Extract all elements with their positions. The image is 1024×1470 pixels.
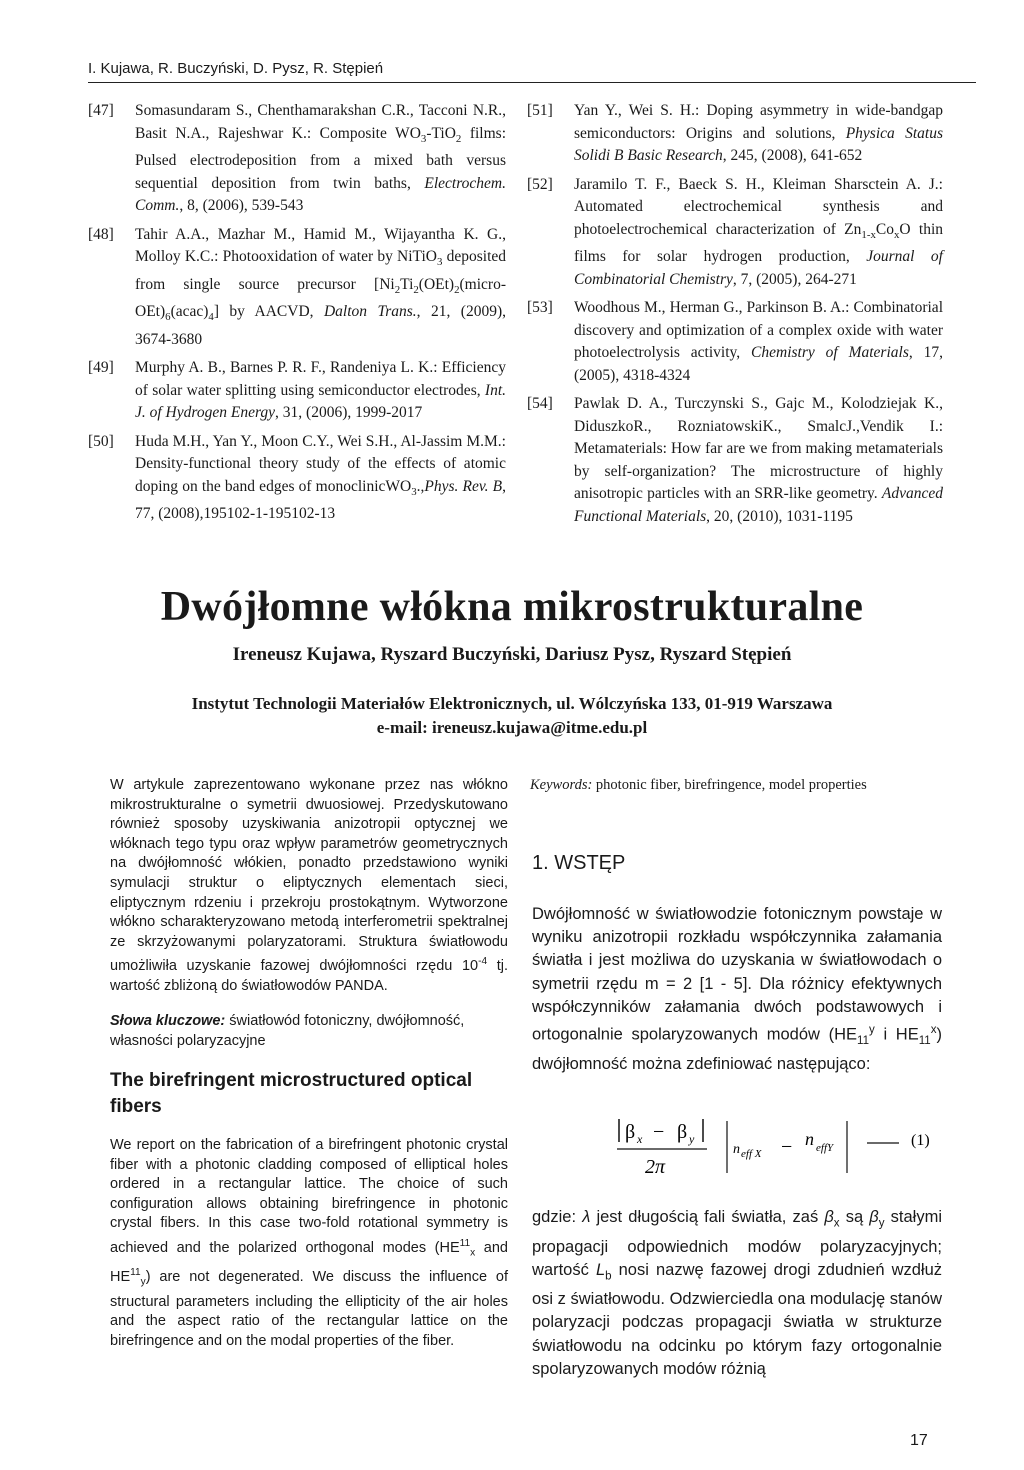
text-run: O thin films for solar hydrogen production, — [574, 220, 943, 266]
eq-sub-x: x — [637, 1132, 643, 1146]
text-run: 1-x — [861, 228, 876, 241]
text-run: Woodhous M., Herman G., Parkinson B. A.: Combinatorial discovery and optimization of a complex oxide with water photoelectrolysis activity, — [574, 299, 943, 362]
intro-paragraph-2 — [532, 1206, 942, 1381]
text-run: y — [869, 1024, 875, 1037]
text-run: β — [869, 1208, 879, 1226]
text-run: Physica Status Solidi B Basic Research — [574, 124, 944, 164]
reference-text — [135, 100, 506, 218]
text-run: 11 — [857, 1034, 869, 1047]
article-authors: Ireneusz Kujawa, Ryszard Buczyński, Dariusz Pysz, Ryszard Stępień — [232, 644, 792, 665]
eq-n1: n — [733, 1142, 740, 1157]
keywords-label: Keywords: — [530, 777, 593, 793]
text-run: ., — [416, 477, 425, 495]
text-run: λ — [582, 1208, 591, 1226]
text-run: 11 — [459, 1237, 471, 1249]
references-right-column — [527, 100, 943, 534]
text-run: 3 — [420, 132, 427, 145]
text-run: and HE — [110, 1239, 508, 1286]
text-run: ) dwójłomność można zdefiniować następująco: — [532, 1025, 942, 1074]
keywords-polish — [110, 1012, 508, 1051]
text-run: Advanced Functional Materials — [574, 485, 943, 525]
text-run: , 7, (2005), 264-271 — [732, 270, 857, 288]
eq-beta-y: β — [677, 1121, 688, 1143]
affiliation-block — [0, 692, 1024, 740]
section-heading: 1. WSTĘP — [532, 852, 626, 874]
text-run: (acac) — [170, 303, 209, 321]
reference-number: [53] — [527, 299, 553, 317]
text-run: są — [839, 1208, 870, 1226]
text-run: -4 — [478, 956, 488, 968]
text-run: Yan Y., Wei S. H.: Doping asymmetry in wide-bandgap semiconductors: Origins and solutions, — [574, 102, 943, 142]
text-run: Dalton Trans. — [323, 303, 417, 321]
eq-minus: − — [653, 1121, 665, 1143]
text-run: stałymi propagacji odpowiednich modów polaryzacyjnych; wartość — [532, 1208, 942, 1279]
english-title: The birefringent microstructured optical fibers — [110, 1070, 473, 1117]
text-run: y — [878, 1217, 885, 1230]
article-title: Dwójłomne włókna mikrostrukturalne — [160, 584, 864, 630]
header-rule — [88, 82, 976, 83]
abstract-english — [110, 1136, 508, 1351]
reference-number: [47] — [88, 102, 114, 119]
reference-text — [574, 100, 943, 168]
reference-item — [527, 174, 943, 292]
text-run: L — [595, 1260, 606, 1279]
intro-paragraph-1 — [532, 903, 942, 1076]
keywords-text: photonic fiber, birefringence, model properties — [592, 777, 867, 793]
text-run: (micro-OEt) — [135, 275, 506, 321]
text-run: nosi nazwę fazowej drogi zdudnień wzdłuż osi z światłowodu. Odzwierciedla ona modulację stanów polaryzacji podczas propagacji światła w strukturze światłowodu na odcinku po którym fazy ortogonalnie spolaryzowanych modów różnią — [532, 1260, 943, 1378]
text-run: jest długością fali światła, zaś — [590, 1208, 825, 1226]
reference-item — [88, 224, 506, 352]
text-run: (OEt) — [418, 275, 455, 293]
text-run: Huda M.H., Yan Y., Moon C.Y., Wei S.H., Al-Jassim M.M.: Density-functional theory study of the effects of atomic doping on the band edges of monoclinicWO — [135, 432, 506, 495]
text-run: x — [893, 228, 900, 241]
running-header: I. Kujawa, R. Buczyński, D. Pysz, R. Stępień — [88, 60, 384, 77]
text-run: 6 — [165, 311, 171, 324]
reference-number: [52] — [527, 175, 553, 193]
text-run: 2 — [455, 132, 462, 145]
reference-item — [88, 357, 506, 425]
keywords-english — [530, 776, 942, 796]
affiliation: Instytut Technologii Materiałów Elektronicznych, ul. Wólczyńska 133, 01-919 Warszawa — [191, 694, 833, 713]
text-run: , 20, (2010), 1031-1195 — [706, 507, 853, 525]
text-run: Ti — [400, 275, 414, 293]
eq-denominator: 2π — [645, 1156, 666, 1178]
text-run: W artykule zaprezentowano wykonane przez nas włókno mikrostrukturalne o symetrii dwuosiowej. Przedyskutowano również sposoby uzyskiwania anizotropii optycznej we włóknach tego typu oraz wpływ parametrów geometrycznych na dwójłomność włókien, ponadto przedstawiono wyniki symulacji struktur o eliptycznych elementach sieci, eliptycznym rdzeniu i przekroju prostokątnym. Wytworzone włókno scharakteryzowano metodą interferometrii spektralnej ze skrzyżowanymi polaryzatorami. Struktura światłowodu umożliwiła uzyskanie fazowej dwójłomności rzędu 10 — [110, 777, 508, 975]
text-run: Chemistry of Materials — [751, 344, 909, 362]
eq-n2-sub: effY — [816, 1142, 834, 1154]
text-run: ) are not degenerated. We discuss the influence of structural parameters including the ellipticity of the air holes and the aspect ratio of the rectangular lattice on the birefringence and on the modal properties of the fiber. — [110, 1269, 508, 1349]
text-run: , 8, (2006), 539-543 — [179, 197, 304, 215]
reference-text — [574, 393, 943, 528]
text-run: Co — [875, 220, 894, 238]
reference-number: [50] — [88, 432, 114, 450]
keywords-text: światłowód fotoniczny, dwójłomność, własności polaryzacyjne — [110, 1013, 465, 1049]
text-run: y — [140, 1277, 146, 1288]
text-run: 3 — [436, 256, 443, 269]
eq-n1-sub: eff X — [741, 1148, 762, 1160]
equation-1 — [615, 1115, 945, 1181]
text-run: , 17, (2005), 4318-4324 — [574, 344, 943, 384]
text-run: Somasundaram S., Chenthamarakshan C.R., Tacconi N.R., Basit N.A., Rajeshwar K.: Composite WO — [135, 102, 506, 142]
eq-beta-x: β — [625, 1121, 636, 1143]
reference-text — [574, 297, 943, 387]
text-run: 4 — [208, 311, 214, 324]
text-run: 2 — [454, 283, 460, 296]
text-run: Electrochem. Comm. — [135, 174, 506, 215]
text-run: 11 — [130, 1267, 141, 1279]
text-run: 2 — [394, 283, 401, 296]
equation-graphic — [615, 1115, 945, 1181]
keywords-label: Słowa kluczowe: — [110, 1013, 226, 1029]
reference-text — [574, 174, 943, 292]
page-number: 17 — [910, 1432, 928, 1449]
text-run: i HE — [874, 1025, 919, 1044]
text-run: x — [470, 1247, 476, 1259]
text-run: Jaramilo T. F., Baeck S. H., Kleiman Sharsctein A. J.: Automated electrochemical synthesis and photoelectrochemical characterization of Zn — [574, 175, 943, 238]
email: e-mail: ireneusz.kujawa@itme.edu.pl — [376, 718, 648, 737]
text-run: Journal of Combinatorial Chemistry — [574, 248, 943, 288]
text-run: , 31, (2006), 1999-2017 — [275, 404, 423, 422]
text-run: tj. wartość zbliżoną do światłowodów PANDA. — [110, 958, 508, 994]
reference-item — [527, 393, 943, 528]
text-run: Phys. Rev. B — [424, 477, 503, 495]
text-run: , 77, (2008),195102-1-195102-13 — [135, 477, 506, 523]
eq-label: (1) — [911, 1132, 930, 1149]
reference-number: [51] — [527, 102, 553, 119]
eq-sub-y: y — [689, 1132, 695, 1146]
text-run: films: Pulsed electrodeposition from a mixed bath versus sequential deposition from twin baths, — [135, 124, 506, 192]
reference-text — [135, 431, 506, 526]
reference-item — [88, 100, 506, 218]
reference-item — [527, 100, 943, 168]
text-run: deposited from single source precursor [Ni — [135, 248, 507, 293]
text-run: 11 — [918, 1034, 931, 1047]
reference-text — [135, 357, 506, 425]
text-run: Dwójłomność w światłowodzie fotonicznym powstaje w wyniku anizotropii rozkładu współczynnika załamania światła i jest możliwa do uzyskania w światłowodach o symetrii rzędu m = 2 [1 - 5]. Dla różnicy efektywnych współczynników załamania dwóch podstawowych i ortogonalnie spolaryzowanych modów (HE — [532, 905, 942, 1044]
abstract-polish — [110, 776, 508, 996]
text-run: -TiO — [426, 124, 456, 142]
reference-text — [135, 224, 506, 352]
text-run: , 245, (2008), 641-652 — [722, 147, 863, 164]
text-run: b — [605, 1270, 612, 1282]
text-run: x — [833, 1217, 840, 1230]
text-run: ] by AACVD, — [213, 303, 324, 321]
text-run: Tahir A.A., Mazhar M., Hamid M., Wijayantha K. G., Molloy K.C.: Photooxidation of water by NiTiO — [135, 225, 506, 266]
eq-n2: n — [805, 1129, 814, 1149]
text-run: β — [824, 1208, 834, 1226]
reference-number: [49] — [88, 359, 114, 377]
reference-item — [527, 297, 943, 387]
references-left-column — [88, 100, 506, 532]
reference-number: [48] — [88, 225, 114, 243]
text-run: 2 — [413, 283, 419, 296]
text-run: 3 — [411, 485, 417, 498]
text-run: Pawlak D. A., Turczynski S., Gajc M., Kolodziejak K., DiduszkoR., RozniatowskiK., SmalcJ.,Vendik I.: Metamaterials: How far are we from making metamaterials by self-organization? The microstructure of highly anisotropic particles with an SRR-like geometry. — [574, 395, 943, 503]
text-run: Int. J. of Hydrogen Energy — [135, 381, 506, 422]
text-run: x — [930, 1024, 937, 1037]
text-run: , 21, (2009), 3674-3680 — [135, 303, 507, 348]
text-run: Murphy A. B., Barnes P. R. F., Randeniya L. K.: Efficiency of solar water splitting using semiconductor electrodes, — [135, 359, 506, 399]
reference-number: [54] — [527, 395, 553, 413]
text-run: We report on the fabrication of a birefringent photonic crystal fiber with a photonic cladding composed of elliptical holes ordered in a rectangular lattice. The choice of such configuration allows obtaining birefringence in photonic crystal fibers. In this case two-fold rotational symmetry is achieved and the polarized orthogonal modes (HE — [110, 1137, 508, 1256]
text-run: gdzie: — [532, 1208, 583, 1226]
eq-minus-2: − — [781, 1136, 793, 1158]
reference-item — [88, 431, 506, 526]
